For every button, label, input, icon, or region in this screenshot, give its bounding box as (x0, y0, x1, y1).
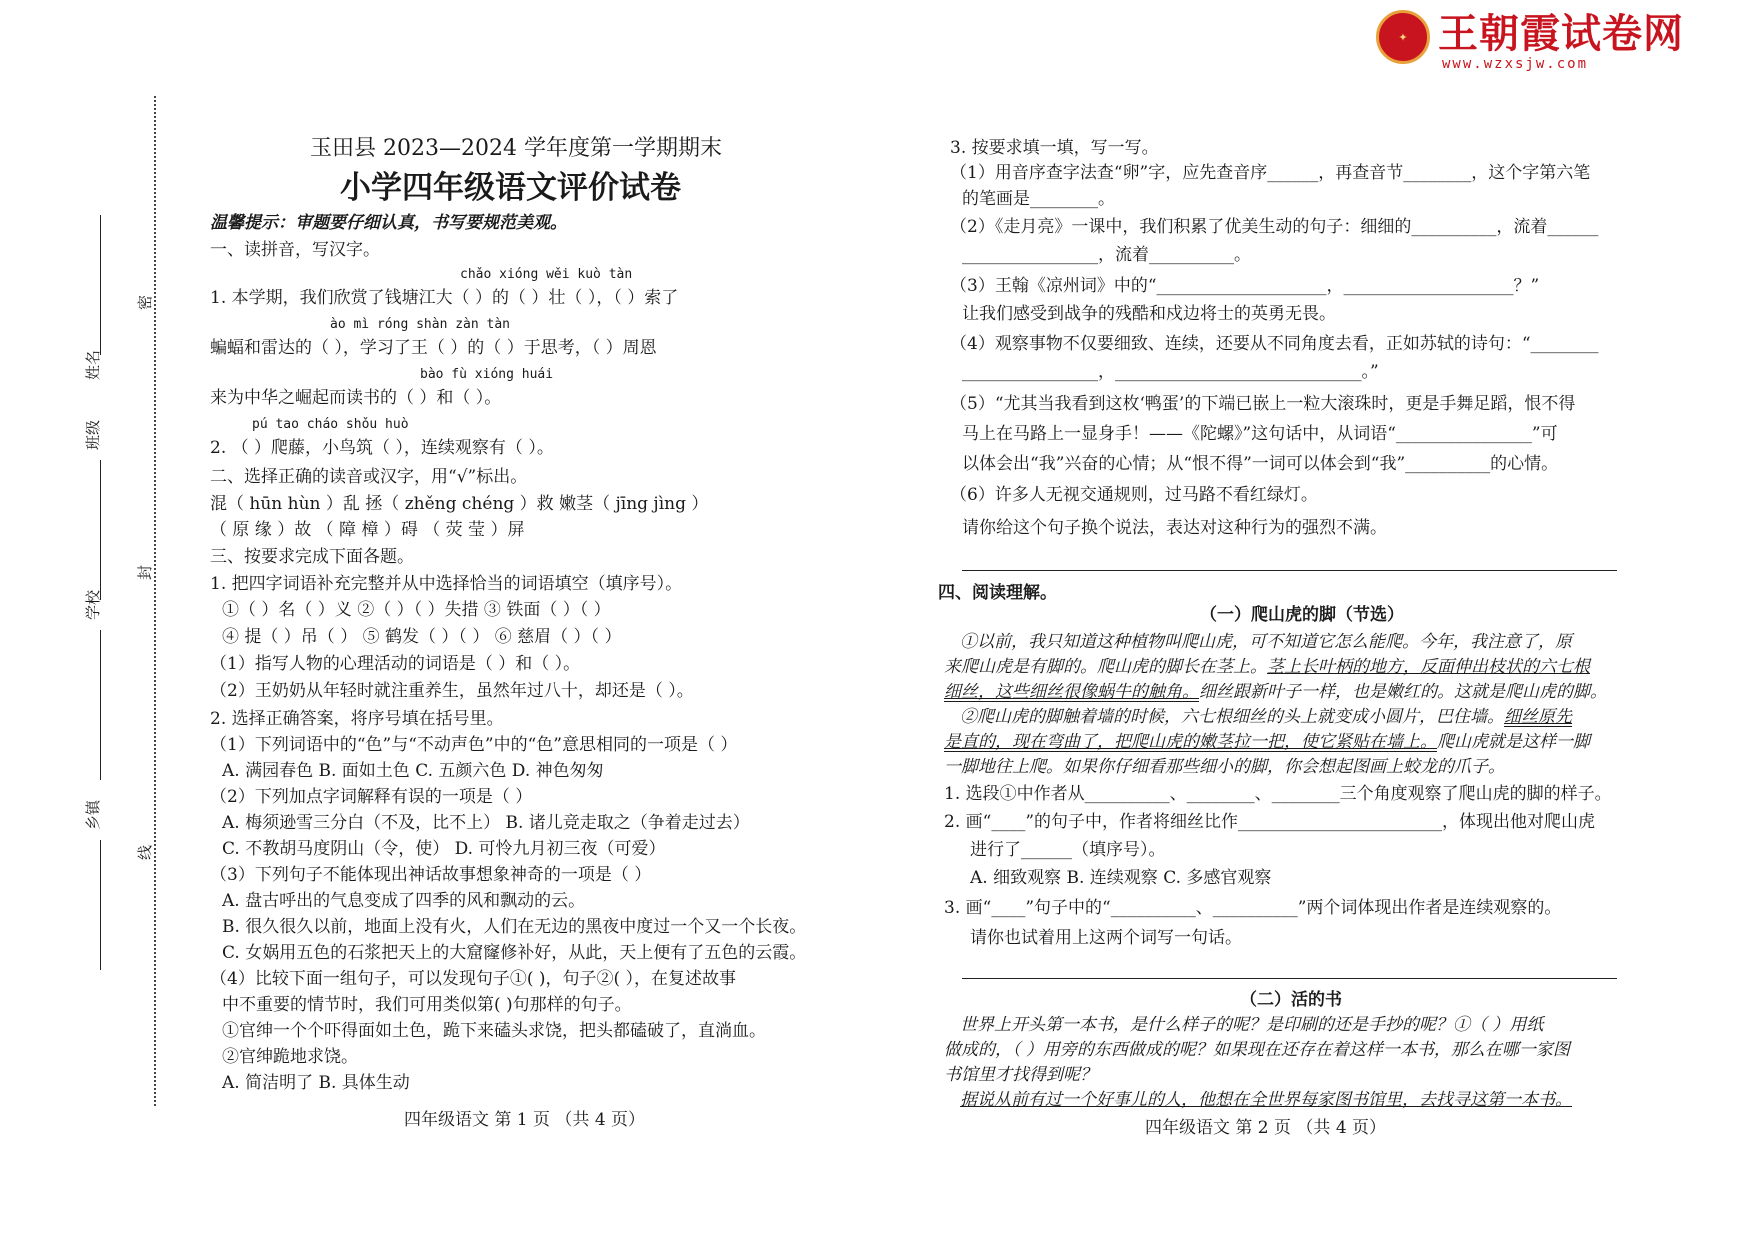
logo-brand-text: 王朝霞试卷网 (1438, 11, 1684, 57)
reading-q2-line-b: 进行了______（填序号）。 (970, 840, 1166, 860)
fill-6-answer-line[interactable] (962, 570, 1617, 571)
reading-1-p2-line-c: 一脚地往上爬。如果你仔细看那些细小的脚，你会想起图画上蛟龙的爪子。 (944, 757, 1505, 777)
reading-q3-line-a: 3. 画“____”句子中的“__________、__________”两个词体现出作者是连续观察的。 (944, 898, 1562, 918)
binding-mark-mi: 密 (136, 294, 154, 310)
q3-1-sub1: （1）指写人物的心理活动的词语是（ ）和（ ）。 (210, 654, 581, 674)
pinyin-row-3: bào fù xióng huái (420, 367, 554, 382)
binding-line-xuexiao (100, 630, 101, 780)
fill-2-line-b: ________________，流着__________。 (962, 245, 1251, 265)
fill-3-line-a: （3）王翰《凉州词》中的“____________________，____________________？” (950, 276, 1540, 296)
fill-4-line-b: ________________，_____________________________。” (962, 362, 1379, 382)
choice-row-2: （ 原 缘 ）故 （ 障 樟 ）碍 （ 荧 莹 ）屏 (210, 520, 525, 540)
mc-1-question: （1）下列词语中的“色”与“不动声色”中的“色”意思相同的一项是（ ） (210, 735, 738, 755)
reading-1-double-underlined-part-2: 是直的，现在弯曲了，把爬山虎的嫩茎拉一把，使它紧贴在墙上。 (944, 732, 1437, 752)
exam-title-line2: 小学四年级语文评价试卷 (340, 170, 681, 206)
reading-q2-line-a: 2. 画“____”的句子中，作者将细丝比作________________________，体现出他对爬山虎 (944, 812, 1596, 832)
section-1-heading: 一、读拼音，写汉字。 (210, 240, 380, 260)
q3-heading: 3. 按要求填一填，写一写。 (950, 138, 1159, 158)
reading-1-p1-line-b-text: 来爬山虎是有脚的。爬山虎的脚长在茎上。 (944, 657, 1267, 677)
choice-row-1: 混（ hūn hùn ）乱 拯（ zhěng chéng ）救 嫩茎（ jīng jìng ） (210, 494, 709, 514)
reading-1-p2-line-b-text: 爬山虎就是这样一脚 (1437, 732, 1590, 752)
binding-mark-feng: 封 (136, 564, 154, 580)
binding-label-xingming: 姓名 (84, 349, 102, 380)
fill-3-line-b: 让我们感受到战争的残酷和戍边将士的英勇无畏。 (962, 304, 1336, 324)
reading-q3-answer-line[interactable] (962, 978, 1617, 979)
q1-line-a: 1. 本学期，我们欣赏了钱塘江大（ ）的（ ）壮（ ），（ ）索了 (210, 288, 679, 308)
q3-1-sub2: （2）王奶奶从年轻时就注重养生，虽然年过八十，却还是（ ）。 (210, 681, 694, 701)
mc-4-question: （4）比较下面一组句子，可以发现句子①( )，句子②( ），在复述故事 (210, 969, 737, 989)
reading-2-p3: 书馆里才找得到呢？ (944, 1065, 1097, 1085)
reading-1-p2-line-b (944, 732, 1590, 752)
binding-line-xiangzhen (100, 840, 101, 970)
mc-3-option-c: C. 女娲用五色的石浆把天上的大窟窿修补好，从此，天上便有了五色的云霞。 (222, 943, 807, 963)
reading-1-title: （一）爬山虎的脚（节选） (1200, 605, 1404, 625)
fill-2-line-a: （2）《走月亮》一课中，我们积累了优美生动的句子：细细的__________，流着______ (950, 217, 1599, 237)
exam-title-line1: 玉田县 2023—2024 学年度第一学期期末 (310, 136, 722, 161)
reading-1-p1-line-c (944, 682, 1607, 702)
mc-4-question-cont: 中不重要的情节时，我们可用类似第( )句那样的句子。 (222, 995, 632, 1015)
fill-1-line-b: 的笔画是________。 (962, 189, 1115, 209)
reading-1-double-underlined-part-1: 细丝原先 (1504, 707, 1572, 727)
page-2-footer: 四年级语文 第 2 页 （共 4 页） (1145, 1118, 1387, 1138)
section-4-heading: 四、阅读理解。 (938, 583, 1057, 603)
idiom-row-2: ④ 提（ ）吊（ ） ⑤ 鹤发（ ）（ ） ⑥ 慈眉（ ）（ ） (222, 627, 622, 647)
mc-3-option-b: B. 很久很久以前，地面上没有火，人们在无边的黑夜中度过一个又一个长夜。 (222, 917, 807, 937)
binding-line-xingming (100, 215, 101, 355)
reading-1-p2-line-a (960, 707, 1572, 727)
idiom-row-1: ①（ ）名（ ）义 ②（ ）（ ）失措 ③ 铁面（ ）（ ） (222, 600, 611, 620)
mc-2-options-ab: A. 梅须逊雪三分白（不及，比不上） B. 诸儿竞走取之（争着走过去） (222, 813, 750, 833)
reading-2-p1: 世界上开头第一本书，是什么样子的呢？是印刷的还是手抄的呢？①（ ）用纸 (960, 1015, 1544, 1035)
section-3-heading: 三、按要求完成下面各题。 (210, 547, 414, 567)
reading-2-p2: 做成的，（ ）用旁的东西做成的呢？如果现在还存在着这样一本书，那么在哪一家图 (944, 1040, 1570, 1060)
pinyin-row-1: chǎo xióng wěi kuò tàn (460, 267, 633, 282)
fill-5-line-a: （5）“尤其当我看到这枚‘鸭蛋’的下端已嵌上一粒大滚珠时，更是手舞足蹈，恨不得 (950, 394, 1576, 414)
reading-1-underlined-sentence-part-1: 茎上长叶柄的地方，反面伸出枝状的六七根 (1267, 657, 1590, 677)
mc-4-sentence-1: ①官绅一个个吓得面如土色，跪下来磕头求饶，把头都磕破了，直淌血。 (222, 1021, 766, 1041)
mc-4-options: A. 简洁明了 B. 具体生动 (222, 1073, 410, 1093)
fill-5-line-b: 马上在马路上一显身手！——《陀螺》”这句话中，从词语“________________”可 (962, 424, 1558, 444)
reading-q1: 1. 选段①中作者从__________、________、________三个角度观察了爬山虎的脚的样子。 (944, 784, 1612, 804)
q1-line-b: 蝙蝠和雷达的（ ），学习了王（ ）的（ ）于思考，（ ）周恩 (210, 338, 657, 358)
mc-1-options: A. 满园春色 B. 面如土色 C. 五颜六色 D. 神色匆匆 (222, 761, 604, 781)
q3-2-prompt: 2. 选择正确答案，将序号填在括号里。 (210, 709, 504, 729)
fill-1-line-a: （1）用音序查字法查“卵”字，应先查音序______，再查音节________，这个字第六笔 (950, 163, 1591, 183)
mc-2-question: （2）下列加点字词解释有误的一项是（ ） (210, 787, 533, 807)
reading-2-p4: 据说从前有过一个好事儿的人，他想在全世界每家图书馆里，去找寻这第一本书。 (960, 1090, 1572, 1110)
q3-1-prompt: 1. 把四字词语补充完整并从中选择恰当的词语填空（填序号）。 (210, 574, 683, 594)
pinyin-row-4: pú tao cháo shǒu huò (252, 417, 409, 432)
page-1-footer: 四年级语文 第 1 页 （共 4 页） (404, 1110, 646, 1130)
mc-3-question: （3）下列句子不能体现出神话故事想象神奇的一项是（ ） (210, 865, 652, 885)
mc-3-option-a: A. 盘古呼出的气息变成了四季的风和飘动的云。 (222, 891, 586, 911)
binding-dotted-line (154, 96, 156, 1106)
pinyin-row-2: ào mì róng shàn zàn tàn (330, 317, 511, 332)
reading-1-p2-line-a-text: ②爬山虎的脚触着墙的时候，六七根细丝的头上就变成小圆片，巴住墙。 (960, 707, 1504, 727)
section-2-heading: 二、选择正确的读音或汉字，用“√”标出。 (210, 467, 528, 487)
reading-q2-options: A. 细致观察 B. 连续观察 C. 多感官观察 (970, 868, 1272, 888)
reading-1-underlined-sentence-part-2: 细丝，这些细丝很像蜗牛的触角。 (944, 682, 1199, 702)
reading-q3-line-b: 请你也试着用上这两个词写一句话。 (970, 928, 1242, 948)
binding-mark-xian: 线 (136, 844, 154, 860)
logo-seal-icon: ✦ (1376, 10, 1430, 64)
fill-4-line-a: （4）观察事物不仅要细致、连续，还要从不同角度去看，正如苏轼的诗句：“________ (950, 334, 1599, 354)
binding-label-banji: 班级 (84, 419, 102, 450)
site-logo (1376, 10, 1696, 74)
reading-2-title: （二）活的书 (1240, 990, 1342, 1010)
logo-url-text: www.wzxsjw.com (1442, 56, 1589, 72)
mc-4-sentence-2: ②官绅跪地求饶。 (222, 1047, 358, 1067)
binding-label-xiangzhen: 乡镇 (84, 799, 102, 830)
fill-5-line-c: 以体会出“我”兴奋的心情；从“恨不得”一词可以体会到“我”__________的心情。 (962, 454, 1559, 474)
binding-label-xuexiao: 学校 (84, 589, 102, 620)
fill-6-line-b: 请你给这个句子换个说法，表达对这种行为的强烈不满。 (962, 518, 1387, 538)
reading-1-p1-line-c-text: 细丝跟新叶子一样，也是嫩红的。这就是爬山虎的脚。 (1199, 682, 1607, 702)
q1-line-c: 来为中华之崛起而读书的（ ）和（ ）。 (210, 388, 502, 408)
reading-1-p1-line-b (944, 657, 1590, 677)
fill-6-line-a: （6）许多人无视交通规则，过马路不看红绿灯。 (950, 485, 1318, 505)
reading-1-p1-line-a: ①以前，我只知道这种植物叫爬山虎，可不知道它怎么能爬。今年，我注意了，原 (960, 632, 1572, 652)
exam-tip: 温馨提示：审题要仔细认真，书写要规范美观。 (210, 213, 567, 233)
mc-2-options-cd: C. 不教胡马度阴山（令，使） D. 可怜九月初三夜（可爱） (222, 839, 666, 859)
binding-line-banji (100, 460, 101, 600)
q2-line: 2. （ ）爬藤，小鸟筑（ ），连续观察有（ ）。 (210, 438, 554, 458)
